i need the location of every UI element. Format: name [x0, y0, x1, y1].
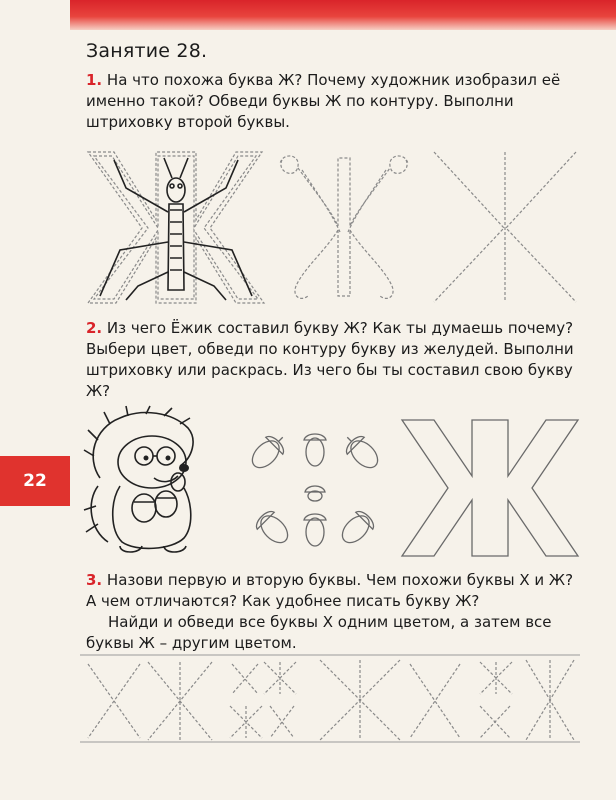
curly-zh-letter-icon — [274, 150, 414, 305]
page-number: 22 — [23, 471, 47, 491]
task-2 — [86, 318, 586, 402]
task-3-text: Назови первую и вторую буквы. Чем похожи буквы Х и Ж? А чем отличаются? Как удобнее писать букву Ж? — [86, 571, 574, 610]
task-3-number: 3. — [86, 571, 103, 589]
task-1 — [86, 70, 586, 133]
hedgehog-icon — [80, 406, 230, 556]
task-3 — [86, 570, 586, 654]
task-2-number: 2. — [86, 319, 103, 337]
header-band — [70, 0, 616, 30]
stick-zh-letter-icon — [430, 150, 580, 305]
lesson-title: Занятие 28. — [86, 40, 208, 62]
task-2-text: Из чего Ёжик составил букву Ж? Как ты думаешь почему? Выбери цвет, обведи по контуру букву из желудей. Выполни штриховку или раскрась. Из чего бы ты составил свою букву Ж? — [86, 319, 574, 400]
task-1-number: 1. — [86, 71, 103, 89]
letters-row — [80, 654, 580, 744]
page-number-tab — [0, 456, 70, 506]
acorn-icon — [240, 420, 390, 555]
insect-zh-letter-icon — [86, 150, 266, 305]
task-3-text-2: Найди и обведи все буквы Х одним цветом, а затем все буквы Ж – другим цветом. — [86, 613, 552, 652]
block-zh-letter-icon — [400, 418, 580, 558]
task-1-text: На что похожа буква Ж? Почему художник изобразил её именно такой? Обведи буквы Ж по контуру. Выполни штриховку второй буквы. — [86, 71, 561, 131]
